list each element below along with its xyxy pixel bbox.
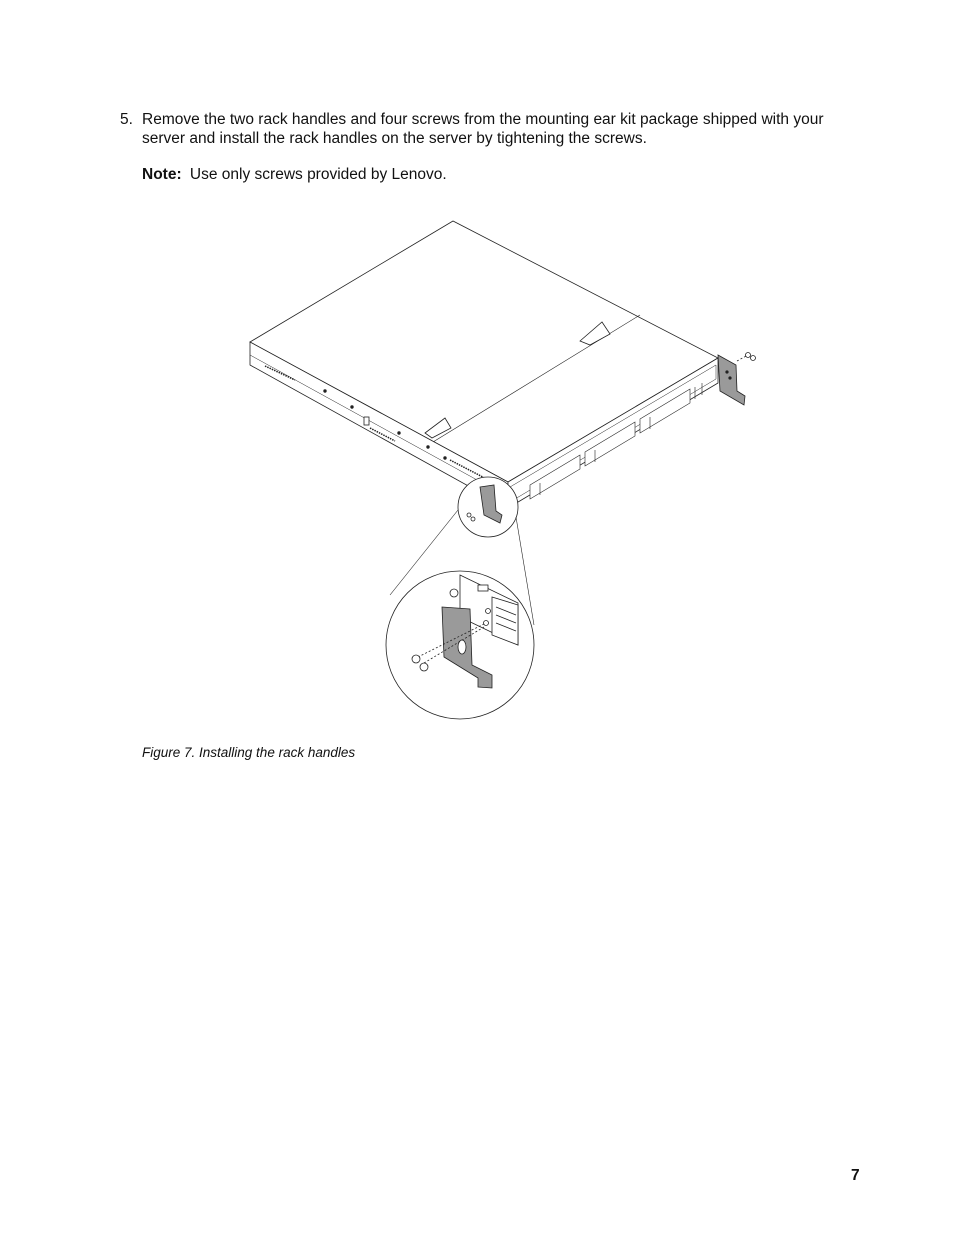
screws-right [737,353,756,362]
page-number: 7 [851,1167,860,1184]
note [142,165,447,184]
step-text: Remove the two rack handles and four screws from the mounting ear kit package shipped with your server and install the rack handles on the server by tightening the screws. [142,111,824,147]
figure-caption: Figure 7. Installing the rack handles [142,745,356,760]
rack-handle-illustration [240,215,780,725]
step-number: 5. [120,111,133,128]
step-5 [120,110,860,148]
note-text: Use only screws provided by Lenovo. [189,166,447,183]
rack-handle-right [718,355,745,405]
note-label: Note: [142,166,182,183]
server-top-cover [250,221,718,482]
